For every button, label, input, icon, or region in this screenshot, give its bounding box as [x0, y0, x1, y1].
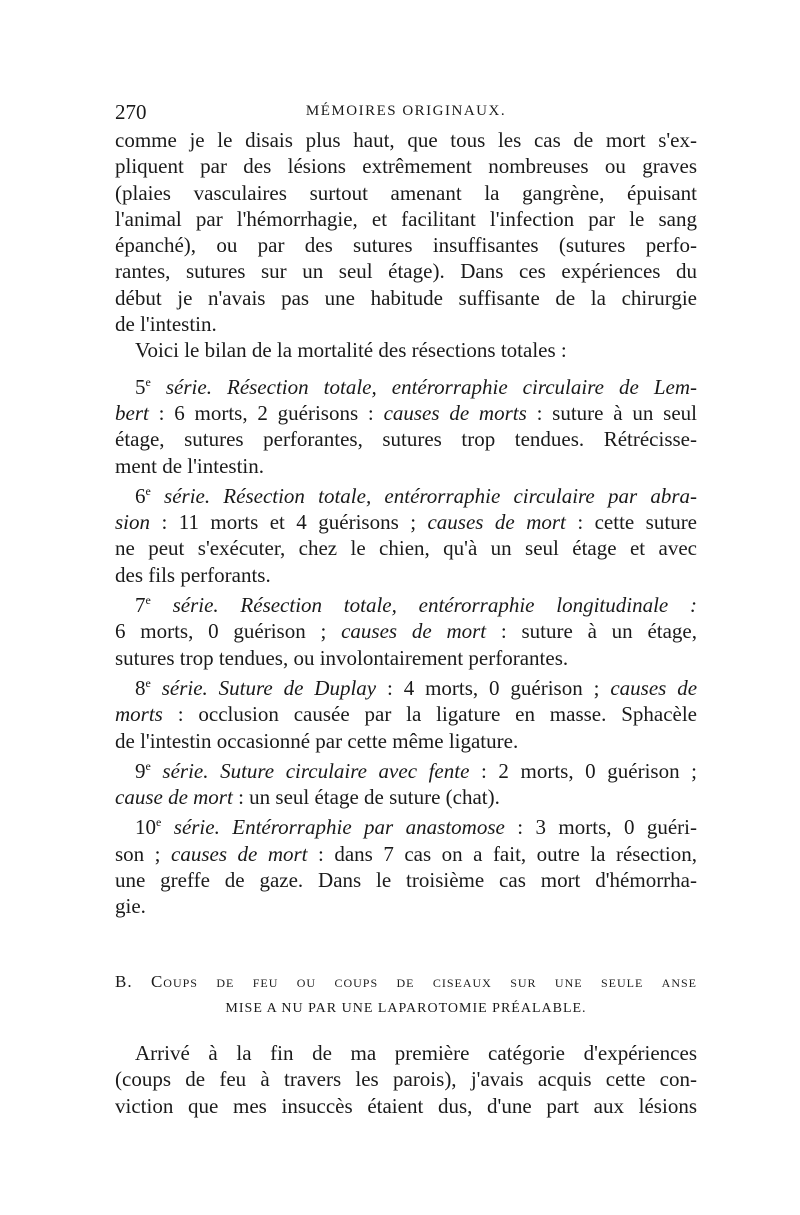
page-number: 270	[115, 100, 147, 124]
series-6-line-4: des fils perforants.	[115, 562, 271, 587]
series-10-line-3: une greffe de gaze. Dans le troisième cas mort d'hémorrha-	[115, 868, 697, 893]
text-line: l'animal par l'hémorrhagie, et facilitant l'infection par le sang	[115, 206, 697, 231]
section-heading-line-2: MISE A NU PAR UNE LAPAROTOMIE PRÉALABLE.	[225, 1001, 587, 1016]
series-7-line-3: sutures trop tendues, ou involontairement perforantes.	[115, 645, 569, 670]
text-line: comme je le disais plus haut, que tous les cas de mort s'ex-	[115, 128, 697, 152]
text-line: Arrivé à la fin de ma première catégorie d'expériences	[135, 1041, 697, 1065]
text-line: épanché), ou par des sutures insuffisantes (sutures perfo-	[115, 233, 697, 258]
series-5-line-3: étage, sutures perforantes, sutures trop tendues. Rétrécisse-	[115, 427, 697, 452]
text-line: début je n'avais pas une habitude suffisante de la chirurgie	[115, 285, 697, 310]
series-10-line-2: son ; causes de mort : dans 7 cas on a fait, outre la résection,	[115, 841, 698, 866]
series-5-line-2: bert : 6 morts, 2 guérisons : causes de morts : suture à un seul	[115, 400, 697, 425]
text-line: rantes, sutures sur un seul étage). Dans ces expériences du	[115, 259, 697, 284]
series-10-line-4: gie.	[115, 894, 146, 919]
text-line: (coups de feu à travers les parois), j'avais acquis cette con-	[115, 1067, 697, 1092]
series-9-title: 9e série. Suture circulaire avec fente : 2 morts, 0 guérison ;	[135, 758, 698, 783]
closing-paragraph	[115, 1040, 697, 1119]
series-7-title: 7e série. Résection totale, entérorraphie longitudinale :	[135, 593, 698, 618]
section-heading	[115, 968, 697, 1022]
text-line: de l'intestin.	[115, 312, 217, 337]
series-8-title: 8e série. Suture de Duplay : 4 morts, 0 guérison ; causes de	[135, 675, 698, 700]
series-7-line-2: 6 morts, 0 guérison ; causes de mort : suture à un étage,	[115, 619, 697, 644]
main-text	[115, 127, 697, 920]
series-5-line-4: ment de l'intestin.	[115, 453, 265, 478]
section-heading-line-1: B. Coups de feu ou coups de ciseaux sur une seule anse	[115, 972, 697, 991]
series-6-line-3: ne peut s'exécuter, chez le chien, qu'à un seul étage et avec	[115, 536, 697, 561]
series-6-line-2: sion : 11 morts et 4 guérisons ; causes de mort : cette suture	[115, 510, 698, 535]
series-8-line-3: de l'intestin occasionné par cette même ligature.	[115, 728, 519, 753]
text-line: viction que mes insuccès étaient dus, d'une part aux lésions	[115, 1093, 697, 1118]
text-line: (plaies vasculaires surtout amenant la gangrène, épuisant	[115, 180, 697, 205]
series-6-title: 6e série. Résection totale, entérorraphie circulaire par abra-	[135, 483, 697, 508]
text-line: pliquent par des lésions extrêmement nombreuses ou graves	[115, 154, 697, 179]
bilan-line: Voici le bilan de la mortalité des résections totales :	[135, 338, 567, 363]
series-5-title: 5e série. Résection totale, entérorraphie circulaire de Lem-	[135, 374, 697, 399]
series-8-line-2: morts : occlusion causée par la ligature en masse. Sphacèle	[115, 702, 697, 727]
running-title: MÉMOIRES ORIGINAUX.	[305, 103, 507, 119]
series-9-line-2: cause de mort : un seul étage de suture (chat).	[115, 785, 500, 810]
running-head	[115, 100, 697, 124]
series-10-title: 10e série. Entérorraphie par anastomose : 3 morts, 0 guéri-	[135, 815, 698, 840]
